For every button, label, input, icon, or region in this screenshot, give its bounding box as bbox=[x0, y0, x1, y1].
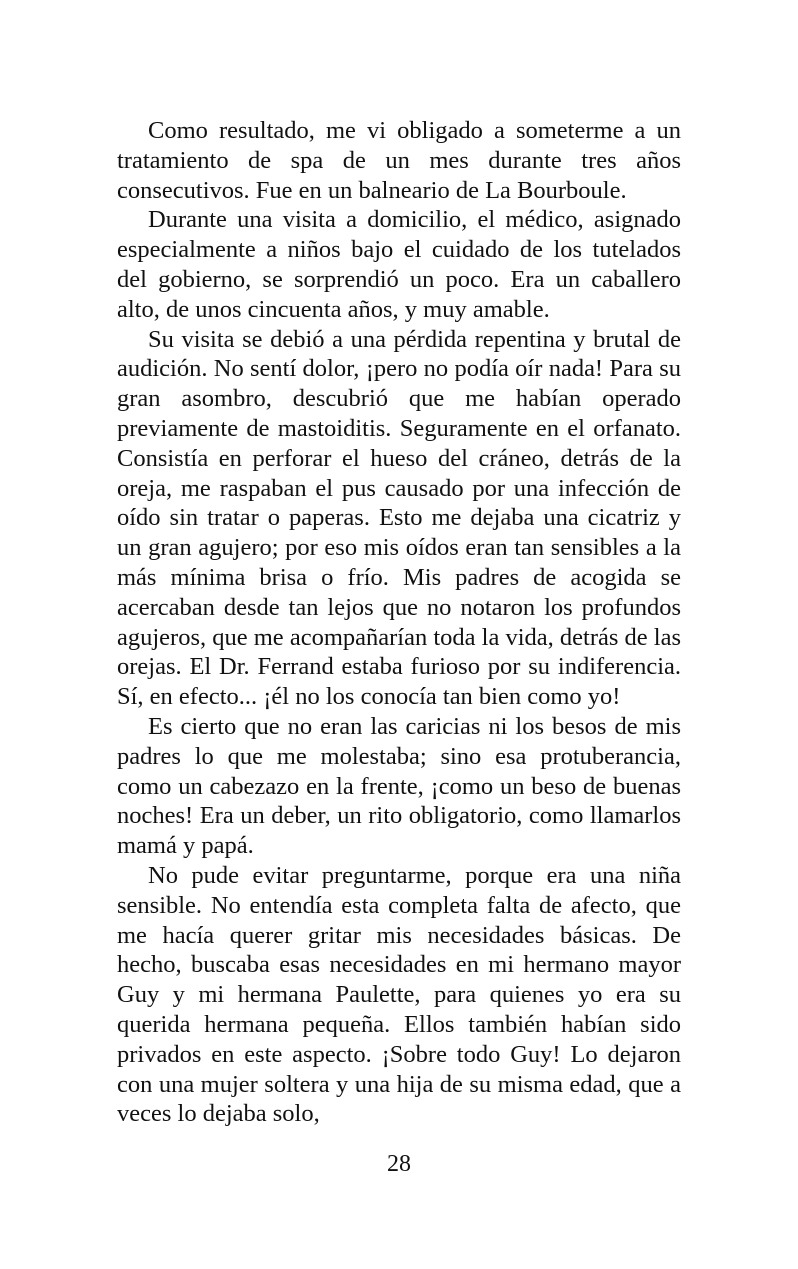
paragraph-4: Es cierto que no eran las caricias ni los besos de mis padres lo que me molestaba; sino esa protuberancia, como un cabezazo en la frente, ¡como un beso de buenas noches! Era un deber, un rito obligatorio, como llamarlos mamá y papá. bbox=[117, 712, 681, 860]
body-text bbox=[117, 116, 681, 1129]
paragraph-2: Durante una visita a domicilio, el médico, asignado especialmente a niños bajo el cuidado de los tutelados del gobierno, se sorprendió un poco. Era un caballero alto, de unos cincuenta años, y muy amable. bbox=[117, 206, 681, 323]
paragraph-1: Como resultado, me vi obligado a someterme a un tratamiento de spa de un mes durante tres años consecutivos. Fue en un balneario de La Bourboule. bbox=[117, 117, 681, 204]
paragraph-3: Su visita se debió a una pérdida repentina y brutal de audición. No sentí dolor, ¡pero no podía oír nada! Para su gran asombro, descubrió que me habían operado previamente de mastoiditis. Seguramente en el orfanato. Consistía en perforar el hueso del cráneo, detrás de la oreja, me raspaban el pus causado por una infección de oído sin tratar o paperas. Esto me dejaba una cicatriz y un gran agujero; por eso mis oídos eran tan sensibles a la más mínima brisa o frío. Mis padres de acogida se acercaban desde tan lejos que no notaron los profundos agujeros, que me acompañarían toda la vida, detrás de las orejas. El Dr. Ferrand estaba furioso por su indiferencia. Sí, en efecto... ¡él no los conocía tan bien como yo! bbox=[117, 325, 681, 711]
page-number: 28 bbox=[387, 1151, 411, 1177]
paragraph-5: No pude evitar preguntarme, porque era una niña sensible. No entendía esta completa falta de afecto, que me hacía querer gritar mis necesidades básicas. De hecho, buscaba esas necesidades en mi hermano mayor Guy y mi hermana Paulette, para quienes yo era su querida hermana pequeña. Ellos también habían sido privados en este aspecto. ¡Sobre todo Guy! Lo dejaron con una mujer soltera y una hija de su misma edad, que a veces lo dejaba solo, bbox=[117, 861, 681, 1128]
